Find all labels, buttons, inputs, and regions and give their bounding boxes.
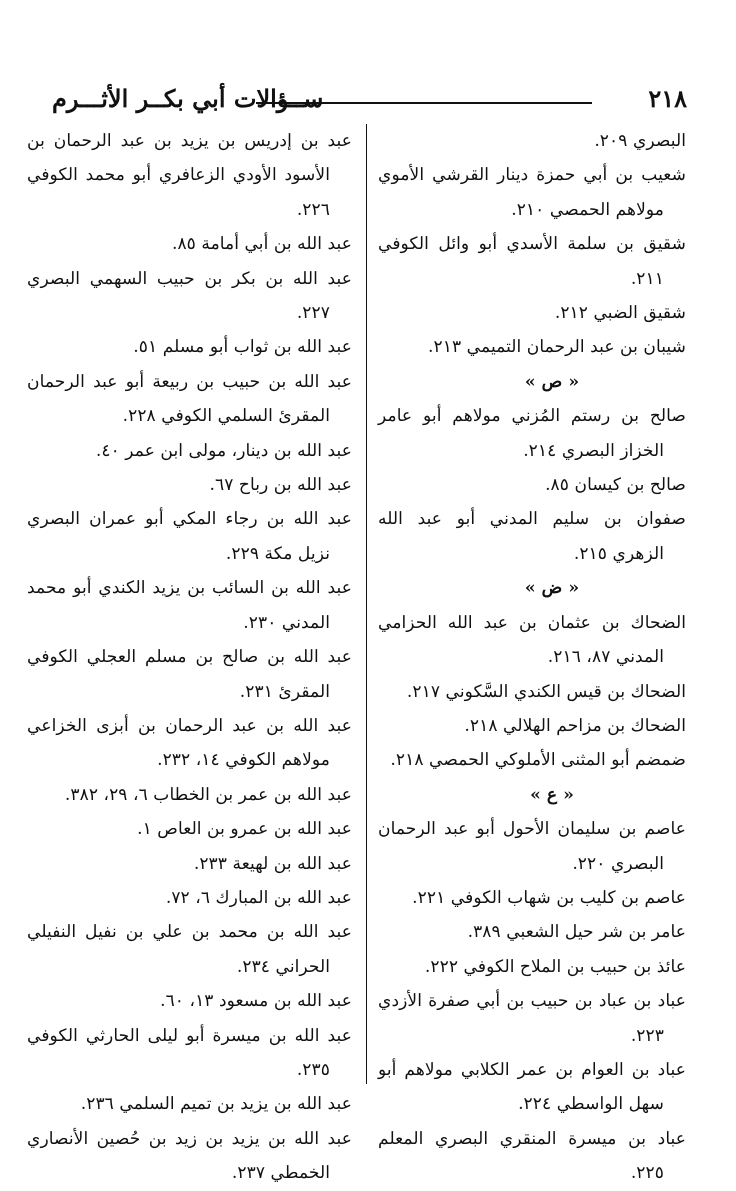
index-entry: عائذ بن حبيب بن الملاح الكوفي ٢٢٢. — [424, 956, 686, 977]
letter-heading: « ض » — [524, 578, 580, 599]
index-entry: عباد بن ميسرة المنقري البصري المعلم ٢٢٥. — [378, 1128, 686, 1184]
column-divider — [366, 124, 367, 1084]
index-entry: عباد بن العوام بن عمر الكلابي مولاهم أبو سهل الواسطي ٢٢٤. — [378, 1059, 686, 1115]
index-entry: الضحاك بن مزاحم الهلالي ٢١٨. — [464, 715, 686, 736]
index-entry: صالح بن كيسان ٨٥. — [545, 475, 686, 496]
index-entry: ضمضم أبو المثنى الأملوكي الحمصي ٢١٨. — [390, 750, 686, 771]
index-entry: عاصم بن سليمان الأحول أبو عبد الرحمان البصري ٢٢٠. — [378, 819, 686, 874]
index-entry: عبد الله بن رجاء المكي أبو عمران البصري نزيل مكة ٢٢٩. — [27, 509, 352, 564]
index-entry: عبد الله بن مسعود ١٣، ٦٠. — [160, 991, 352, 1012]
index-entry: عبد الله بن دينار، مولى ابن عمر ٤٠. — [95, 440, 352, 461]
index-entry: عباد بن عباد بن حبيب بن أبي صفرة الأزدي ٢٢٣. — [378, 991, 686, 1046]
index-entry: شقيق الضبي ٢١٢. — [554, 303, 686, 324]
index-entry: عبد الله بن لهيعة ٢٣٣. — [193, 853, 352, 874]
index-entry: عبد الله بن يزيد بن زيد بن حُصين الأنصاري الخمطي ٢٣٧. — [27, 1128, 352, 1184]
index-entry: الضحاك بن عثمان بن عبد الله الحزامي المدني ٨٧، ٢١٦. — [378, 612, 686, 668]
index-entry: عامر بن شر حيل الشعبي ٣٨٩. — [467, 922, 686, 943]
letter-heading: « ص » — [524, 371, 580, 392]
index-entry: الضحاك بن قيس الكندي السَّكوني ٢١٧. — [406, 681, 686, 702]
index-entry: عبد الله بن عمرو بن العاص ١. — [137, 819, 352, 840]
index-entry: شيبان بن عبد الرحمان التميمي ٢١٣. — [428, 337, 686, 358]
index-entry: عبد الله بن أبي أمامة ٨٥. — [171, 234, 352, 255]
index-entry: عبد الله بن المبارك ٦، ٧٢. — [165, 887, 352, 908]
index-column-right — [378, 124, 686, 1191]
index-entry: عبد الله بن يزيد بن تميم السلمي ٢٣٦. — [80, 1094, 352, 1115]
index-entry: عبد الله بن محمد بن علي بن نفيل النفيلي الحراني ٢٣٤. — [27, 922, 352, 977]
letter-heading: « ع » — [530, 784, 574, 805]
index-entry: عاصم بن كليب بن شهاب الكوفي ٢٢١. — [412, 887, 686, 908]
running-header — [52, 84, 687, 118]
index-entry: شقيق بن سلمة الأسدي أبو وائل الكوفي ٢١١. — [378, 234, 686, 289]
index-entry: عبد الله بن عمر بن الخطاب ٦، ٢٩، ٣٨٢. — [64, 784, 352, 805]
page-number: ٢١٨ — [648, 84, 687, 113]
index-column-left — [27, 124, 352, 1191]
index-entry: عبد الله بن بكر بن حبيب السهمي البصري ٢٢٧. — [27, 268, 352, 324]
index-entry: عبد بن إدريس بن يزيد بن عبد الرحمان بن الأسود الأودي الزعافري أبو محمد الكوفي ٢٢٦. — [27, 131, 352, 220]
index-entry: عبد الله بن حبيب بن ربيعة أبو عبد الرحمان المقرئ السلمي الكوفي ٢٢٨. — [27, 371, 352, 427]
index-entry: عبد الله بن السائب بن يزيد الكندي أبو محمد المدني ٢٣٠. — [27, 578, 352, 633]
running-title: ســؤالات أبي بكــر الأثـــرم — [52, 84, 324, 113]
index-entry: عبد الله بن ثواب أبو مسلم ٥١. — [133, 337, 352, 358]
index-entry: شعيب بن أبي حمزة دينار القرشي الأموي مولاهم الحمصي ٢١٠. — [378, 165, 686, 220]
index-entry: عبد الله بن عبد الرحمان بن أبزى الخزاعي مولاهم الكوفي ١٤، ٢٣٢. — [27, 715, 352, 771]
index-entry: عبد الله بن صالح بن مسلم العجلي الكوفي المقرئ ٢٣١. — [27, 647, 352, 702]
index-entry: البصري ٢٠٩. — [594, 131, 686, 151]
index-entry: صالح بن رستم المُزني مولاهم أبو عامر الخزاز البصري ٢١٤. — [378, 406, 686, 461]
index-entry: عبد الله بن ميسرة أبو ليلى الحارثي الكوفي ٢٣٥. — [27, 1025, 352, 1080]
index-entry: عبد الله بن رباح ٦٧. — [209, 475, 352, 496]
index-entry: صفوان بن سليم المدني أبو عبد الله الزهري ٢١٥. — [378, 509, 686, 564]
